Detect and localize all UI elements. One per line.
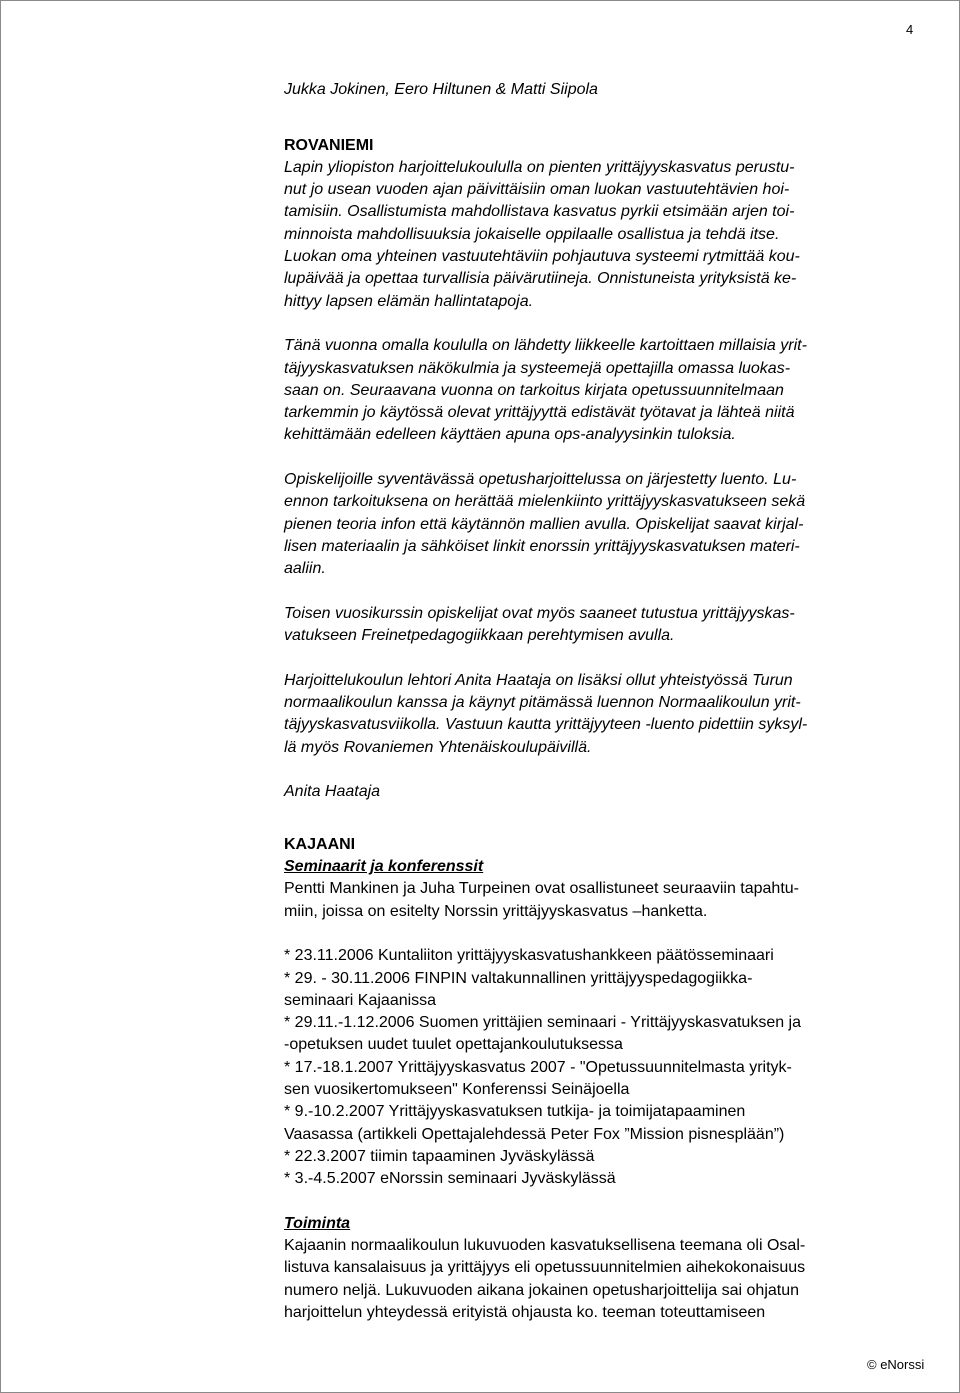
list-item: * 29.11.-1.12.2006 Suomen yrittäjien seminaari - Yrittäjyyskasvatuksen ja (284, 1014, 802, 1032)
list-item: * 9.-10.2.2007 Yrittäjyyskasvatuksen tutkija- ja toimijatapaaminen (284, 1103, 746, 1121)
rovaniemi-heading: ROVANIEMI (284, 136, 374, 154)
paragraph-line: Kajaanin normaalikoulun lukuvuoden kasvatuksellisena teemana oli Osal- (284, 1237, 806, 1255)
rovaniemi-paragraph-5 (284, 670, 924, 759)
paragraph-line: Harjoittelukoulun lehtori Anita Haataja on lisäksi ollut yhteistyössä Turun (284, 671, 793, 689)
paragraph-line: listuva kansalaisuus ja yrittäjyys eli opetussuunnitelmien aihekokonaisuus (284, 1259, 806, 1277)
toiminta-paragraph (284, 1235, 924, 1324)
paragraph-line: Pentti Mankinen ja Juha Turpeinen ovat osallistuneet seuraaviin tapahtu- (284, 880, 799, 898)
paragraph-line: vatukseen Freinetpedagogiikkaan perehtymisen avulla. (284, 627, 675, 645)
rovaniemi-paragraph-2 (284, 335, 924, 446)
rovaniemi-intro-paragraph (284, 157, 924, 313)
rovaniemi-paragraph-3 (284, 469, 924, 580)
list-item: * 29. - 30.11.2006 FINPIN valtakunnallinen yrittäjyyspedagogiikka- (284, 969, 753, 987)
paragraph-line: lisen materiaalin ja sähköiset linkit enorssin yrittäjyyskasvatuksen materi- (284, 537, 800, 555)
page-content (284, 79, 924, 1324)
paragraph-line: lä myös Rovaniemen Yhtenäiskoulupäivillä. (284, 738, 592, 756)
list-item: * 23.11.2006 Kuntaliiton yrittäjyyskasvatushankkeen päätösseminaari (284, 947, 774, 965)
paragraph-line: minnoista mahdollisuuksia jokaiselle oppilaalle osallistua ja tehdä itse. (284, 225, 780, 243)
paragraph-line: Opiskelijoille syventävässä opetusharjoittelussa on järjestetty luento. Lu- (284, 471, 797, 489)
list-item: sen vuosikertomukseen" Konferenssi Seinäjoella (284, 1081, 630, 1099)
page-footer: © eNorssi (867, 1357, 925, 1372)
toiminta-heading: Toiminta (284, 1214, 351, 1232)
list-item: * 22.3.2007 tiimin tapaaminen Jyväskylässä (284, 1147, 595, 1165)
list-item: Vaasassa (artikkeli Opettajalehdessä Peter Fox ”Mission pisnesplään”) (284, 1125, 785, 1143)
paragraph-line: saan on. Seuraavana vuonna on tarkoitus kirjata opetussuunnitelmaan (284, 381, 784, 399)
paragraph-line: lupäivää ja opettaa turvallisia päivärutiineja. Onnistuneista yrityksistä ke- (284, 270, 797, 288)
list-item: -opetuksen uudet tuulet opettajankoulutuksessa (284, 1036, 623, 1054)
list-item: * 3.-4.5.2007 eNorssin seminaari Jyväskylässä (284, 1170, 616, 1188)
paragraph-line: Luokan oma yhteinen vastuutehtäviin pohjautuva systeemi rytmittää kou- (284, 248, 800, 266)
paragraph-line: tamisiin. Osallistumista mahdollistava kasvatus pyrkii etsimään arjen toi- (284, 203, 795, 221)
paragraph-line: aaliin. (284, 560, 326, 578)
paragraph-line: miin, joissa on esitelty Norssin yrittäjyyskasvatus –hanketta. (284, 902, 708, 920)
seminars-heading: Seminaarit ja konferenssit (284, 858, 484, 876)
paragraph-line: harjoittelun yhteydessä erityistä ohjausta ko. teeman toteuttamiseen (284, 1304, 766, 1322)
paragraph-line: Lapin yliopiston harjoittelukoululla on pienten yrittäjyyskasvatus perustu- (284, 158, 795, 176)
page-number: 4 (906, 22, 914, 37)
paragraph-line: numero neljä. Lukuvuoden aikana jokainen opetusharjoittelija sai ohjatun (284, 1281, 800, 1299)
list-item: seminaari Kajaanissa (284, 991, 437, 1009)
paragraph-line: ennon tarkoituksena on herättää mielenkiinto yrittäjyyskasvatukseen sekä (284, 493, 806, 511)
kajaani-heading: KAJAANI (284, 835, 356, 853)
seminar-events-list (284, 945, 924, 1190)
paragraph-line: täjyyskasvatuksen näkökulmia ja systeemejä opettajilla omassa luokas- (284, 359, 791, 377)
author-line: Jukka Jokinen, Eero Hiltunen & Matti Siipola (284, 81, 598, 98)
paragraph-line: normaalikoulun kanssa ja käynyt pitämässä luennon Normaalikoulun yrit- (284, 694, 801, 712)
paragraph-line: kehittämään edelleen käyttäen apuna ops-analyysinkin tuloksia. (284, 426, 736, 444)
list-item: * 17.-18.1.2007 Yrittäjyyskasvatus 2007 - "Opetussuunnitelmasta yrityk- (284, 1058, 792, 1076)
paragraph-line: nut jo usean vuoden ajan päivittäisiin oman luokan vastuutehtävien hoi- (284, 181, 790, 199)
paragraph-line: Tänä vuonna omalla koululla on lähdetty liikkeelle kartoittaen millaisia yrit- (284, 337, 807, 355)
paragraph-line: täjyyskasvatusviikolla. Vastuun kautta yrittäjyyteen -luento pidettiin syksyl- (284, 716, 808, 734)
rovaniemi-signature: Anita Haataja (284, 783, 381, 801)
paragraph-line: Toisen vuosikurssin opiskelijat ovat myös saaneet tutustua yrittäjyyskas- (284, 604, 795, 622)
paragraph-line: pienen teoria infon että käytännön mallien avulla. Opiskelijat saavat kirjal- (284, 515, 804, 533)
paragraph-line: hittyy lapsen elämän hallintatapoja. (284, 292, 534, 310)
paragraph-line: tarkemmin jo käytössä olevat yrittäjyyttä edistävät työtavat ja lähteä niitä (284, 404, 795, 422)
rovaniemi-paragraph-4 (284, 603, 924, 648)
seminars-intro-paragraph (284, 878, 924, 923)
